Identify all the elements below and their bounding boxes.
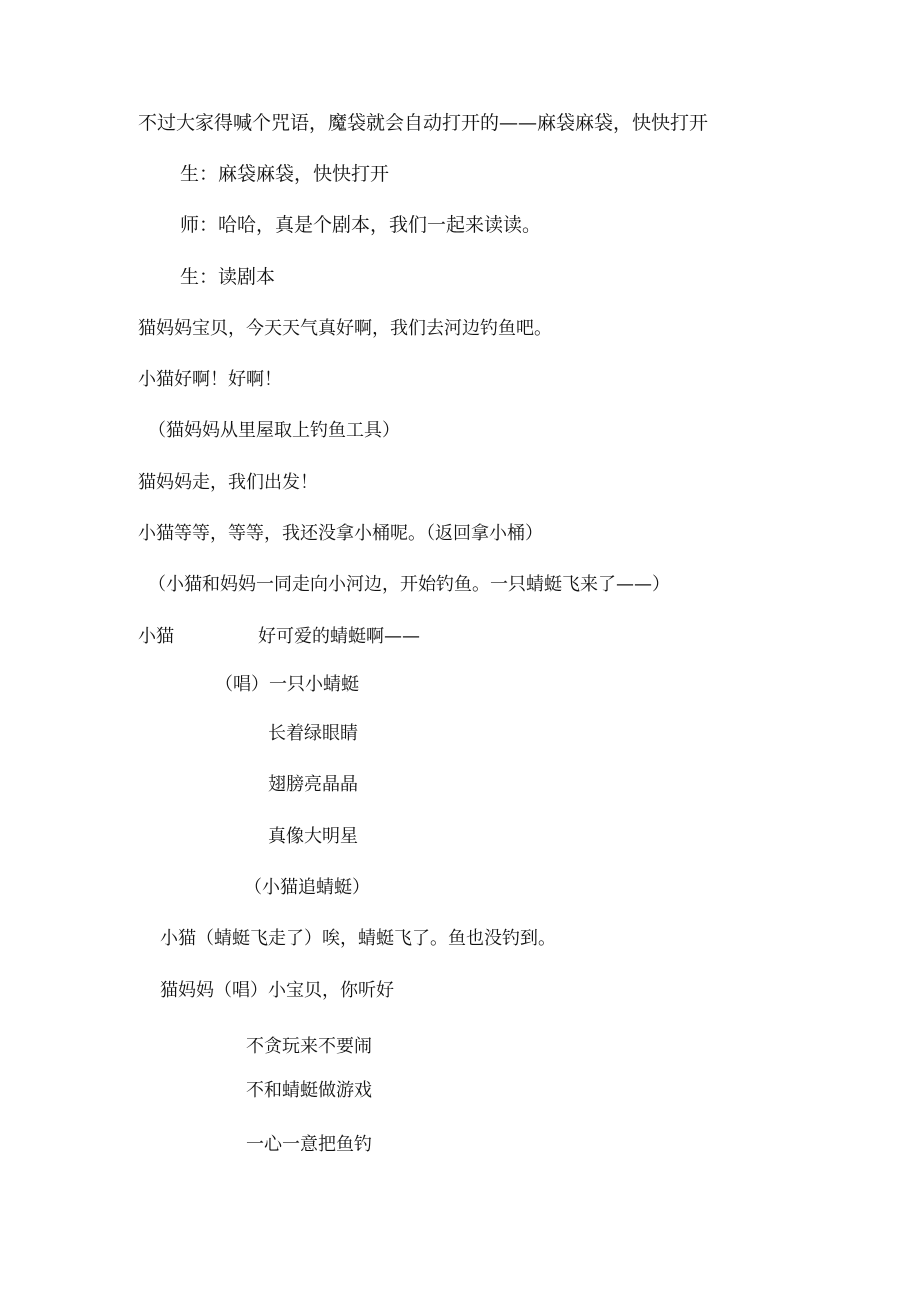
speaker-label: 小猫 [138, 626, 174, 647]
song-line: 真像大明星 [268, 826, 358, 847]
script-line-kitten: 小猫好啊！好啊！ [138, 369, 282, 390]
stage-direction: （小猫和妈妈一同走向小河边，开始钓鱼。一只蜻蜓飞来了——） [148, 574, 670, 595]
narration-line: 不过大家得喊个咒语，魔袋就会自动打开的——麻袋麻袋，快快打开 [138, 112, 709, 134]
song-line: 翅膀亮晶晶 [268, 774, 358, 795]
stage-direction: （猫妈妈从里屋取上钓鱼工具） [148, 420, 400, 441]
script-line-kitten: 小猫等等，等等，我还没拿小桶呢。（返回拿小桶） [138, 523, 543, 544]
student-line: 生：读剧本 [180, 266, 276, 288]
kitten-speech: 好可爱的蜻蜓啊—— [258, 626, 420, 647]
song-line: 不和蜻蜓做游戏 [246, 1080, 372, 1101]
teacher-line: 师：哈哈，真是个剧本，我们一起来读读。 [180, 214, 542, 236]
script-line-mother: 猫妈妈宝贝，今天天气真好啊，我们去河边钓鱼吧。 [138, 318, 552, 339]
stage-direction: （小猫追蜻蜓） [244, 877, 370, 898]
student-line: 生：麻袋麻袋，快快打开 [180, 163, 390, 185]
script-line-mother: 猫妈妈（唱）小宝贝，你听好 [160, 980, 394, 1001]
song-line: 不贪玩来不要闹 [246, 1036, 372, 1057]
song-line: 一心一意把鱼钓 [246, 1134, 372, 1155]
song-line: 长着绿眼睛 [268, 723, 358, 744]
script-line-kitten [138, 625, 420, 649]
script-line-mother: 猫妈妈走，我们出发！ [138, 472, 318, 493]
script-line-kitten: 小猫（蜻蜓飞走了）唉，蜻蜓飞了。鱼也没钓到。 [160, 928, 556, 949]
song-line: （唱）一只小蜻蜓 [215, 674, 359, 695]
